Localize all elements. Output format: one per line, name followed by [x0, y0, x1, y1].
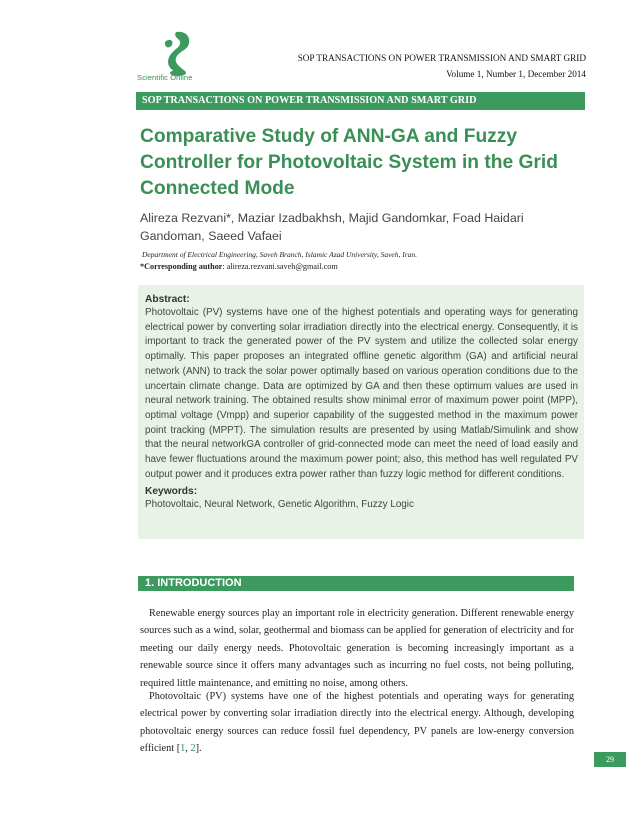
header-journal-name: SOP TRANSACTIONS ON POWER TRANSMISSION AND SMART GRID: [297, 53, 586, 63]
keywords-text: Photovoltaic, Neural Network, Genetic Algorithm, Fuzzy Logic: [145, 499, 414, 511]
author-affiliation: Department of Electrical Engineering, Saveh Branch, Islamic Azad University, Saveh, Iran.: [142, 250, 418, 259]
journal-banner: SOP TRANSACTIONS ON POWER TRANSMISSION AND SMART GRID: [136, 92, 585, 110]
page-number: 29: [594, 752, 626, 767]
citation-separator: ,: [185, 743, 191, 755]
abstract-heading: Abstract:: [145, 294, 190, 305]
abstract-box: [138, 285, 584, 539]
citation-link-2[interactable]: 2: [190, 743, 196, 755]
introduction-paragraph-1: Renewable energy sources play an important role in electricity generation. Different renewable energy sources such as a wind, solar, geothermal and biomass can be applied for generation of electricity and for meeting our daily energy needs. Photovoltaic generation is becoming increasingly important as a renewable source since it offers many advantages such as incurring no fuel costs, not being polluting, required little maintenance, and emitting no noise, among others.: [140, 608, 574, 689]
paper-authors: Alireza Rezvani*, Maziar Izadbakhsh, Majid Gandomkar, Foad Haidari Gandoman, Saeed Vafaei: [140, 211, 524, 243]
introduction-paragraph-2-text: Photovoltaic (PV) systems have one of the highest potentials and operating ways for generating electrical power by converting solar irradiation directly into the electrical energy. Although, developing photovoltaic energy sources can reduce fossil fuel dependency, PV panels are low-energy conversion efficient [: [140, 691, 574, 755]
corresponding-author-email[interactable]: : alireza.rezvani.saveh@gmail.com: [222, 262, 338, 271]
header-volume-info: Volume 1, Number 1, December 2014: [446, 69, 586, 79]
abstract-text: Photovoltaic (PV) systems have one of the highest potentials and operating ways for generating electrical power by converting solar irradiation directly into the electrical energy. Consequently, it is important to track the generated power of the PV system and utilize the collected solar energy optimally. This paper proposes an integrated offline genetic algorithm (GA) and artificial neural network (ANN) to track the solar power optimally based on various operation conditions due to the uncertain climate change. Data are optimized by GA and then these optimum values are used in neural network training. The obtained results show minimal error of maximum power point (MPP), optimal voltage (Vmpp) and superior capability of the suggested method in the maximum power point tracking (MPPT). The simulation results are presented by using Matlab/Simulink and show that the neural networkGA controller of grid-connected mode can meet the need of load easily and have fewer fluctuations around the maximum power point; also, this method has well regulated PV output power and it produces extra power rather than fuzzy logic method for different conditions.: [145, 307, 578, 480]
logo-text: Scientific Online: [137, 73, 193, 82]
paper-title: Comparative Study of ANN-GA and Fuzzy Controller for Photovoltaic System in the Grid Connected Mode: [140, 126, 558, 199]
corresponding-author: [140, 262, 338, 271]
keywords-heading: Keywords:: [145, 486, 198, 498]
corresponding-author-label: *Corresponding author: [140, 262, 223, 271]
citation-link-1[interactable]: 1: [180, 743, 186, 755]
introduction-heading: 1. INTRODUCTION: [138, 576, 574, 591]
introduction-paragraph-2: [140, 688, 574, 758]
introduction-paragraph-2-end: ].: [195, 743, 202, 755]
